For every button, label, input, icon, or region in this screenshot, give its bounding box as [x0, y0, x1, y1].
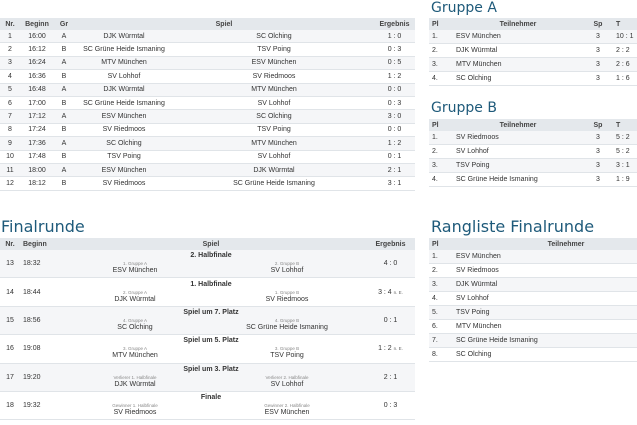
match-score: 3 : 1: [374, 177, 415, 190]
home-qualifier: 3. Gruppe A: [122, 346, 148, 352]
team-name: ESV München: [453, 250, 637, 264]
home-side: [59, 318, 211, 332]
place: 3.: [429, 58, 453, 72]
games-played: 3: [583, 72, 613, 86]
col-ergebnis: Ergebnis: [374, 18, 415, 30]
away-team: TSV Poing: [174, 43, 374, 56]
team-name: SV Riedmoos: [453, 264, 637, 278]
games-played: 3: [583, 44, 613, 58]
col-beginn: Beginn: [20, 238, 56, 250]
match-score: 0 : 3: [374, 96, 415, 109]
away-qualifier: Gewinner 2. Halbfinale: [264, 403, 310, 409]
games-played: 3: [583, 173, 613, 187]
match-time: 19:08: [20, 335, 56, 363]
match-pairing: [59, 261, 363, 275]
gruppe-a-header: [429, 18, 637, 30]
match-score: 0 : 1: [383, 316, 398, 324]
place: 2.: [429, 264, 453, 278]
table-row: [0, 163, 415, 176]
group-schedule-header: [0, 18, 415, 30]
away-team: SC Olching: [174, 30, 374, 43]
table-row: [429, 173, 637, 187]
match-pairing: [59, 346, 363, 360]
team-name: TSV Poing: [453, 159, 583, 173]
match-group: B: [54, 123, 74, 136]
away-team: SC Grüne Heide Ismaning: [174, 177, 374, 190]
round-name: Spiel um 3. Platz: [183, 365, 239, 373]
home-team: SV Riedmoos: [74, 177, 174, 190]
match-score: 0 : 5: [374, 56, 415, 69]
table-row: [0, 391, 415, 419]
away-team: MTV München: [174, 137, 374, 150]
match-time: 19:32: [20, 391, 56, 419]
match-number: 14: [0, 278, 20, 306]
home-team: DJK Würmtal: [74, 30, 174, 43]
match-time: 17:48: [20, 150, 54, 163]
team-name: MTV München: [453, 320, 637, 334]
table-row: [0, 56, 415, 69]
col-pl: Pl: [429, 238, 453, 250]
games-played: 3: [583, 131, 613, 145]
match-details: [56, 335, 366, 363]
away-team: SV Lohhof: [174, 96, 374, 109]
col-sp: Sp: [583, 18, 613, 30]
match-result: [366, 391, 415, 419]
table-row: [0, 137, 415, 150]
goals: 2 : 2: [613, 44, 637, 58]
team-name: SC Olching: [453, 348, 637, 362]
away-team: SV Lohhof: [270, 380, 304, 388]
home-qualifier: 4. Gruppe A: [122, 317, 148, 323]
col-spiel: Spiel: [74, 18, 374, 30]
match-time: 17:36: [20, 137, 54, 150]
away-qualifier: 2. Gruppe B: [274, 261, 300, 267]
match-time: 18:00: [20, 163, 54, 176]
table-row: [429, 58, 637, 72]
place: 2.: [429, 44, 453, 58]
match-group: B: [54, 43, 74, 56]
home-team: SV Riedmoos: [74, 123, 174, 136]
match-time: 18:12: [20, 177, 54, 190]
place: 7.: [429, 334, 453, 348]
goals: 5 : 2: [613, 145, 637, 159]
place: 3.: [429, 159, 453, 173]
match-score: 0 : 3: [383, 402, 398, 410]
place: 1.: [429, 250, 453, 264]
games-played: 3: [583, 58, 613, 72]
away-side: [211, 261, 363, 275]
team-name: SC Grüne Heide Ismaning: [453, 173, 583, 187]
match-details: [56, 278, 366, 306]
away-side: [211, 290, 363, 304]
match-score: 0 : 0: [374, 83, 415, 96]
table-row: [429, 30, 637, 44]
gruppe-b-header: [429, 119, 637, 131]
match-score: 1 : 2: [374, 70, 415, 83]
match-number: 8: [0, 123, 20, 136]
table-row: [429, 145, 637, 159]
match-score: 2 : 1: [383, 373, 398, 381]
table-row: [0, 70, 415, 83]
table-row: [429, 72, 637, 86]
goals: 3 : 1: [613, 159, 637, 173]
match-details: [56, 250, 366, 278]
goals: 2 : 6: [613, 58, 637, 72]
home-team: DJK Würmtal: [74, 83, 174, 96]
home-team: SC Olching: [117, 323, 153, 331]
away-team: TSV Poing: [174, 123, 374, 136]
gruppe-a-table: [429, 18, 637, 86]
match-group: B: [54, 150, 74, 163]
team-name: DJK Würmtal: [453, 278, 637, 292]
table-row: [429, 131, 637, 145]
table-row: [429, 306, 637, 320]
away-team: TSV Poing: [270, 352, 304, 360]
home-qualifier: Verlierer 1. Halbfinale: [113, 374, 157, 380]
match-details: [56, 306, 366, 334]
away-team: MTV München: [174, 83, 374, 96]
col-teilnehmer: Teilnehmer: [453, 238, 637, 250]
goals: 5 : 2: [613, 131, 637, 145]
table-row: [0, 250, 415, 278]
home-team: TSV Poing: [74, 150, 174, 163]
match-time: 16:24: [20, 56, 54, 69]
round-name: 1. Halbfinale: [190, 280, 232, 288]
match-number: 13: [0, 250, 20, 278]
match-number: 7: [0, 110, 20, 123]
match-number: 4: [0, 70, 20, 83]
home-side: [59, 261, 211, 275]
match-group: B: [54, 70, 74, 83]
col-t: T: [613, 119, 637, 131]
match-number: 17: [0, 363, 20, 391]
match-time: 19:20: [20, 363, 56, 391]
col-teilnehmer: Teilnehmer: [453, 119, 583, 131]
goals: 10 : 1: [613, 30, 637, 44]
match-pairing: [59, 403, 363, 417]
home-team: DJK Würmtal: [114, 295, 156, 303]
match-time: 18:44: [20, 278, 56, 306]
home-qualifier: Gewinner 1. Halbfinale: [112, 403, 158, 409]
team-name: TSV Poing: [453, 306, 637, 320]
table-row: [429, 320, 637, 334]
match-number: 2: [0, 43, 20, 56]
match-time: 16:12: [20, 43, 54, 56]
home-qualifier: 2. Gruppe A: [122, 289, 148, 295]
home-side: [59, 346, 211, 360]
team-name: SV Lohhof: [453, 292, 637, 306]
match-score: 2 : 1: [374, 163, 415, 176]
match-time: 17:12: [20, 110, 54, 123]
match-result: [366, 335, 415, 363]
home-team: MTV München: [74, 56, 174, 69]
match-result: [366, 250, 415, 278]
match-group: B: [54, 96, 74, 109]
gruppe-b-clip: [429, 119, 637, 189]
match-score: 4 : 0: [383, 260, 398, 268]
col-ergebnis: Ergebnis: [366, 238, 415, 250]
home-side: [59, 290, 211, 304]
away-team: ESV München: [174, 56, 374, 69]
match-number: 16: [0, 335, 20, 363]
table-row: [0, 123, 415, 136]
match-result: [366, 278, 415, 306]
home-team: MTV München: [112, 352, 158, 360]
match-score: 0 : 3: [374, 43, 415, 56]
col-pl: Pl: [429, 119, 453, 131]
match-score: 3 : 4: [378, 288, 392, 296]
match-result: [366, 306, 415, 334]
match-group: A: [54, 163, 74, 176]
home-team: SV Lohhof: [74, 70, 174, 83]
home-side: [59, 403, 211, 417]
rangliste-table: [429, 238, 637, 362]
away-side: [211, 346, 363, 360]
place: 4.: [429, 72, 453, 86]
home-team: SC Olching: [74, 137, 174, 150]
place: 2.: [429, 145, 453, 159]
table-row: [429, 44, 637, 58]
penalty-note: n. E.: [393, 346, 403, 352]
rangliste-header: [429, 238, 637, 250]
match-number: 12: [0, 177, 20, 190]
team-name: SV Lohhof: [453, 145, 583, 159]
round-name: Spiel um 7. Platz: [183, 308, 239, 316]
away-side: [211, 403, 363, 417]
round-name: Spiel um 5. Platz: [183, 337, 239, 345]
round-name: Finale: [200, 394, 222, 402]
table-row: [429, 264, 637, 278]
table-row: [0, 363, 415, 391]
away-side: [211, 375, 363, 389]
gruppe-b-title: Gruppe B: [431, 100, 497, 116]
match-time: 17:24: [20, 123, 54, 136]
games-played: 3: [583, 159, 613, 173]
home-team: ESV München: [74, 110, 174, 123]
group-schedule-table: [0, 18, 415, 191]
place: 3.: [429, 278, 453, 292]
table-row: [429, 159, 637, 173]
table-row: [429, 348, 637, 362]
col-gr: Gr: [54, 18, 74, 30]
penalty-note: n. E.: [393, 289, 403, 295]
col-spiel: Spiel: [56, 238, 366, 250]
match-group: A: [54, 56, 74, 69]
match-pairing: [59, 318, 363, 332]
match-score: 0 : 1: [374, 150, 415, 163]
away-qualifier: 4. Gruppe B: [274, 317, 300, 323]
match-details: [56, 363, 366, 391]
match-score: 0 : 0: [374, 123, 415, 136]
table-row: [429, 292, 637, 306]
team-name: SV Riedmoos: [453, 131, 583, 145]
home-side: [59, 375, 211, 389]
col-nr: Nr.: [0, 18, 20, 30]
place: 8.: [429, 348, 453, 362]
table-row: [0, 150, 415, 163]
goals: 1 : 9: [613, 173, 637, 187]
match-number: 3: [0, 56, 20, 69]
match-result: [366, 363, 415, 391]
match-group: A: [54, 83, 74, 96]
table-row: [429, 334, 637, 348]
gruppe-a-title: Gruppe A: [431, 0, 497, 16]
goals: 1 : 6: [613, 72, 637, 86]
match-number: 5: [0, 83, 20, 96]
match-score: 1 : 2: [374, 137, 415, 150]
col-teilnehmer: Teilnehmer: [453, 18, 583, 30]
home-team: ESV München: [112, 267, 158, 275]
team-name: SC Grüne Heide Ismaning: [453, 334, 637, 348]
finalrunde-table: [0, 238, 415, 420]
round-name: 2. Halbfinale: [190, 252, 232, 260]
match-group: A: [54, 137, 74, 150]
away-team: SV Lohhof: [270, 267, 304, 275]
col-beginn: Beginn: [20, 18, 54, 30]
home-qualifier: 1. Gruppe A: [122, 261, 148, 267]
col-sp: Sp: [583, 119, 613, 131]
home-team: SC Grüne Heide Ismaning: [74, 43, 174, 56]
table-row: [0, 177, 415, 190]
table-row: [0, 306, 415, 334]
away-team: SV Lohhof: [174, 150, 374, 163]
away-team: SC Grüne Heide Ismaning: [246, 323, 328, 331]
match-number: 6: [0, 96, 20, 109]
place: 1.: [429, 131, 453, 145]
place: 6.: [429, 320, 453, 334]
place: 1.: [429, 30, 453, 44]
home-team: DJK Würmtal: [114, 380, 156, 388]
match-pairing: [59, 375, 363, 389]
match-score: 1 : 2: [378, 345, 392, 353]
table-row: [429, 278, 637, 292]
away-team: SV Riedmoos: [174, 70, 374, 83]
gruppe-a-clip: [429, 18, 637, 88]
away-team: SV Riedmoos: [265, 295, 309, 303]
col-t: T: [613, 18, 637, 30]
away-team: DJK Würmtal: [174, 163, 374, 176]
match-time: 18:56: [20, 306, 56, 334]
gruppe-b-table: [429, 119, 637, 187]
away-team: SC Olching: [174, 110, 374, 123]
match-pairing: [59, 290, 363, 304]
place: 5.: [429, 306, 453, 320]
away-qualifier: 1. Gruppe B: [274, 289, 300, 295]
team-name: SC Olching: [453, 72, 583, 86]
match-score: 3 : 0: [374, 110, 415, 123]
table-row: [0, 96, 415, 109]
table-row: [0, 30, 415, 43]
match-time: 16:00: [20, 30, 54, 43]
table-row: [429, 250, 637, 264]
place: 4.: [429, 173, 453, 187]
match-group: A: [54, 110, 74, 123]
rangliste-clip: [429, 238, 637, 363]
match-score: 1 : 0: [374, 30, 415, 43]
match-number: 9: [0, 137, 20, 150]
away-qualifier: 3. Gruppe B: [274, 346, 300, 352]
match-number: 10: [0, 150, 20, 163]
finalrunde-title: Finalrunde: [1, 217, 85, 236]
col-nr: Nr.: [0, 238, 20, 250]
games-played: 3: [583, 145, 613, 159]
home-team: ESV München: [74, 163, 174, 176]
table-row: [0, 43, 415, 56]
away-team: ESV München: [264, 409, 310, 417]
team-name: DJK Würmtal: [453, 44, 583, 58]
match-time: 18:32: [20, 250, 56, 278]
match-number: 15: [0, 306, 20, 334]
table-row: [0, 335, 415, 363]
col-pl: Pl: [429, 18, 453, 30]
table-row: [0, 110, 415, 123]
team-name: ESV München: [453, 30, 583, 44]
table-row: [0, 83, 415, 96]
away-qualifier: Verlierer 2. Halbfinale: [265, 374, 309, 380]
match-group: A: [54, 30, 74, 43]
place: 4.: [429, 292, 453, 306]
table-row: [0, 278, 415, 306]
match-details: [56, 391, 366, 419]
team-name: MTV München: [453, 58, 583, 72]
games-played: 3: [583, 30, 613, 44]
match-time: 17:00: [20, 96, 54, 109]
rangliste-title: Rangliste Finalrunde: [431, 217, 595, 236]
away-side: [211, 318, 363, 332]
match-number: 1: [0, 30, 20, 43]
match-time: 16:48: [20, 83, 54, 96]
match-number: 18: [0, 391, 20, 419]
home-team: SC Grüne Heide Ismaning: [74, 96, 174, 109]
match-group: B: [54, 177, 74, 190]
finalrunde-header: [0, 238, 415, 250]
match-time: 16:36: [20, 70, 54, 83]
home-team: SV Riedmoos: [113, 409, 157, 417]
match-number: 11: [0, 163, 20, 176]
